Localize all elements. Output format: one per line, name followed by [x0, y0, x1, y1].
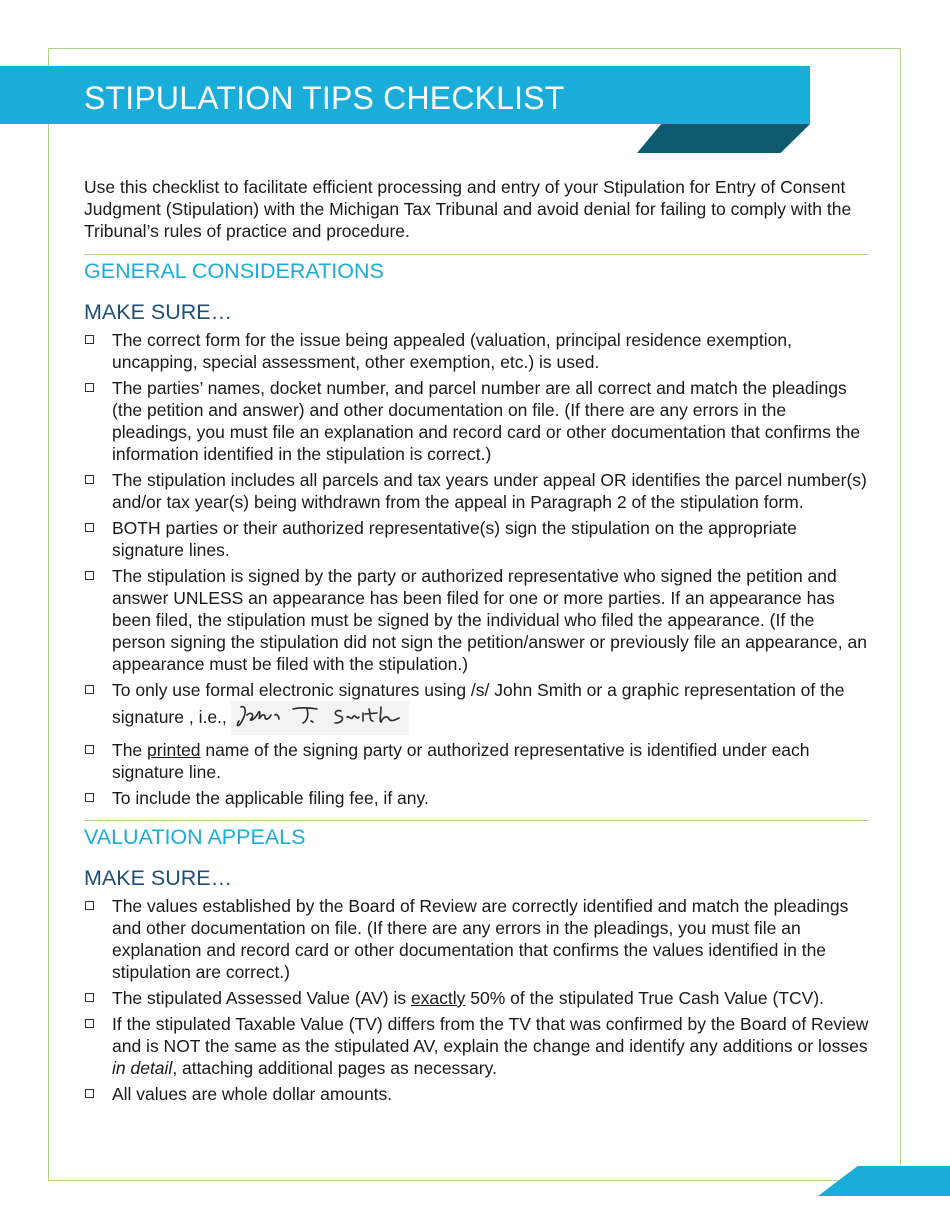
signature-label: John T. Smith: [230, 701, 237, 702]
signature-graphic: [231, 701, 409, 735]
checkbox-icon[interactable]: [85, 1089, 94, 1098]
checklist-item-text: The correct form for the issue being appealed (valuation, principal residence exemption, uncapping, special assessment, other exemption, etc.) is used.: [112, 330, 792, 372]
signature-image: [231, 701, 409, 735]
checklist-item-text-start: If the stipulated Taxable Value (TV) differs from the TV that was confirmed by the Board of Review and is NOT the same as the stipulated AV, explain the change and identify any additions or losses: [112, 1014, 869, 1056]
checkbox-icon[interactable]: [85, 383, 94, 392]
checklist-item-text: BOTH parties or their authorized representative(s) sign the stipulation on the appropriate signature lines.: [112, 518, 797, 560]
checklist-item: [84, 1083, 869, 1105]
section-heading-valuation: VALUATION APPEALS: [84, 820, 869, 851]
intro-paragraph: Use this checklist to facilitate efficient processing and entry of your Stipulation for Entry of Consent Judgment (Stipulation) with the Michigan Tax Tribunal and avoid denial for failing to comply with the Tribunal’s rules of practice and procedure.: [84, 177, 852, 241]
page-title: STIPULATION TIPS CHECKLIST: [84, 80, 565, 116]
checklist-item-text-end: 50% of the stipulated True Cash Value (TCV).: [465, 988, 825, 1008]
checklist-item-text: The stipulation includes all parcels and tax years under appeal OR identifies the parcel number(s) and/or tax year(s) being withdrawn from the appeal in Paragraph 2 of the stipulation form.: [112, 470, 867, 512]
checkbox-icon[interactable]: [85, 1019, 94, 1028]
general-checklist: [84, 329, 869, 809]
checklist-item-text: To include the applicable filing fee, if any.: [112, 788, 429, 808]
checkbox-icon[interactable]: [85, 523, 94, 532]
checklist-item: [84, 739, 869, 783]
emphasis-exactly: exactly: [410, 988, 466, 1008]
checkbox-icon[interactable]: [85, 685, 94, 694]
checklist-item: [84, 787, 869, 809]
checklist-item: [84, 329, 869, 373]
checklist-item: [84, 469, 869, 513]
valuation-checklist: [84, 895, 869, 1105]
checkbox-icon[interactable]: [85, 793, 94, 802]
checklist-item: [84, 377, 869, 465]
document-body: [84, 176, 869, 1116]
checklist-item: [84, 679, 869, 735]
checklist-item-text: The parties’ names, docket number, and parcel number are all correct and match the pleadings (the petition and answer) and other documentation on file. (If there are any errors in the pleadings, you must file an explanation and record card or other documentation that confirms the information identified in the stipulation is correct.): [112, 378, 861, 464]
checklist-item: [84, 1013, 869, 1079]
checklist-item-text: The values established by the Board of Review are correctly identified and match the pleadings and other documentation on file. (If there are any errors in the pleadings, you must file an explanation and record card or other documentation that confirms the values identified in the stipulation are correct.): [112, 896, 849, 982]
checklist-item: [84, 565, 869, 675]
banner-accent-tab: [637, 124, 810, 153]
checkbox-icon[interactable]: [85, 571, 94, 580]
emphasis-in-detail: in detail: [112, 1058, 173, 1078]
checklist-item-text: All values are whole dollar amounts.: [112, 1084, 393, 1104]
checklist-item: [84, 987, 869, 1009]
emphasis-printed: printed: [147, 740, 201, 760]
make-sure-heading: MAKE SURE…: [84, 866, 233, 890]
checklist-item: [84, 895, 869, 983]
checkbox-icon[interactable]: [85, 335, 94, 344]
section-heading-general: GENERAL CONSIDERATIONS: [84, 254, 869, 285]
checklist-item-text-start: The: [112, 740, 148, 760]
checklist-item-text: To only use formal electronic signatures using /s/ John Smith or a graphic representation of the signature , i.e.,: [112, 680, 845, 727]
make-sure-heading: MAKE SURE…: [84, 300, 233, 324]
checklist-item-text: The stipulation is signed by the party or authorized representative who signed the petition and answer UNLESS an appearance has been filed for one or more parties. If an appearance has been filed, the stipulation must be signed by the individual who filed the appearance. (If the person signing the stipulation did not sign the petition/answer or previously file an appearance, an appearance must be filed with the stipulation.): [112, 566, 867, 674]
checklist-item-text-start: The stipulated Assessed Value (AV) is: [112, 988, 411, 1008]
checklist-item: [84, 517, 869, 561]
checklist-item-text-end: name of the signing party or authorized representative is identified under each signature line.: [112, 740, 810, 782]
checkbox-icon[interactable]: [85, 475, 94, 484]
checkbox-icon[interactable]: [85, 993, 94, 1002]
checklist-item-text-end: , attaching additional pages as necessary.: [172, 1058, 497, 1078]
checkbox-icon[interactable]: [85, 745, 94, 754]
checkbox-icon[interactable]: [85, 901, 94, 910]
